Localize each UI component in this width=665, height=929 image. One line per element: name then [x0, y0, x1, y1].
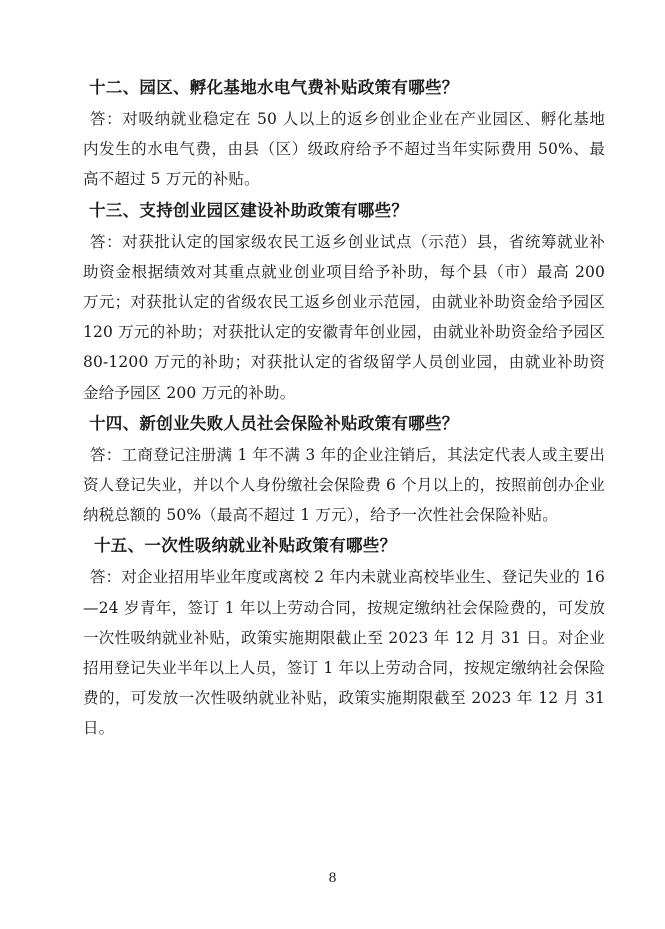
- section-heading: 十四、新创业失败人员社会保险补贴政策有哪些？: [89, 413, 459, 433]
- section-answer: 答：工商登记注册满 1 年不满 3 年的企业注销后，其法定代表人或主要出资人登记失业，并以个人身份缴社会保险费 6 个月以上的，按照前创办企业纳税总额的 50%（最高不超过 1 万元），给予一次性社会保险补贴。: [83, 445, 605, 525]
- section-answer: 答：对企业招用毕业年度或离校 2 年内未就业高校毕业生、登记失业的 16—24 岁青年，签订 1 年以上劳动合同，按规定缴纳社会保险费的，可发放一次性吸纳就业补贴，政策实施期限截止至 2023 年 12 月 31 日。对企业招用登记失业半年以上人员，签订 1 年以上劳动合同，按规定缴纳社会保险费的，可发放一次性吸纳就业补贴，政策实施期限截至 2023 年 12 月 31 日。: [83, 568, 605, 738]
- section-answer: 答：对吸纳就业稳定在 50 人以上的返乡创业企业在产业园区、孵化基地内发生的水电气费，由县（区）级政府给予不超过当年实际费用 50%、最高不超过 5 万元的补贴。: [83, 110, 605, 189]
- page-number: 8: [328, 871, 337, 886]
- section-13: [83, 195, 605, 408]
- document-body: [83, 72, 605, 744]
- section-12: [83, 72, 605, 195]
- section-heading: 十三、支持创业园区建设补助政策有哪些？: [89, 200, 409, 220]
- section-heading: 十二、园区、孵化基地水电气费补贴政策有哪些？: [89, 78, 459, 97]
- section-14: [83, 408, 605, 531]
- section-answer: 答：对获批认定的国家级农民工返乡创业试点（示范）县，省统筹就业补助资金根据绩效对其重点就业创业项目给予补助，每个县（市）最高 200 万元；对获批认定的省级农民工返乡创业示范园，由就业补助资金给予园区 120 万元的补助；对获批认定的安徽青年创业园，由就业补助资金给予园区 80-1200 万元的补助；对获批认定的省级留学人员创业园，由就业补助资金给予园区 200 万元的补助。: [83, 232, 605, 402]
- section-heading: 十五、一次性吸纳就业补贴政策有哪些？: [94, 536, 397, 556]
- section-15: [83, 530, 605, 743]
